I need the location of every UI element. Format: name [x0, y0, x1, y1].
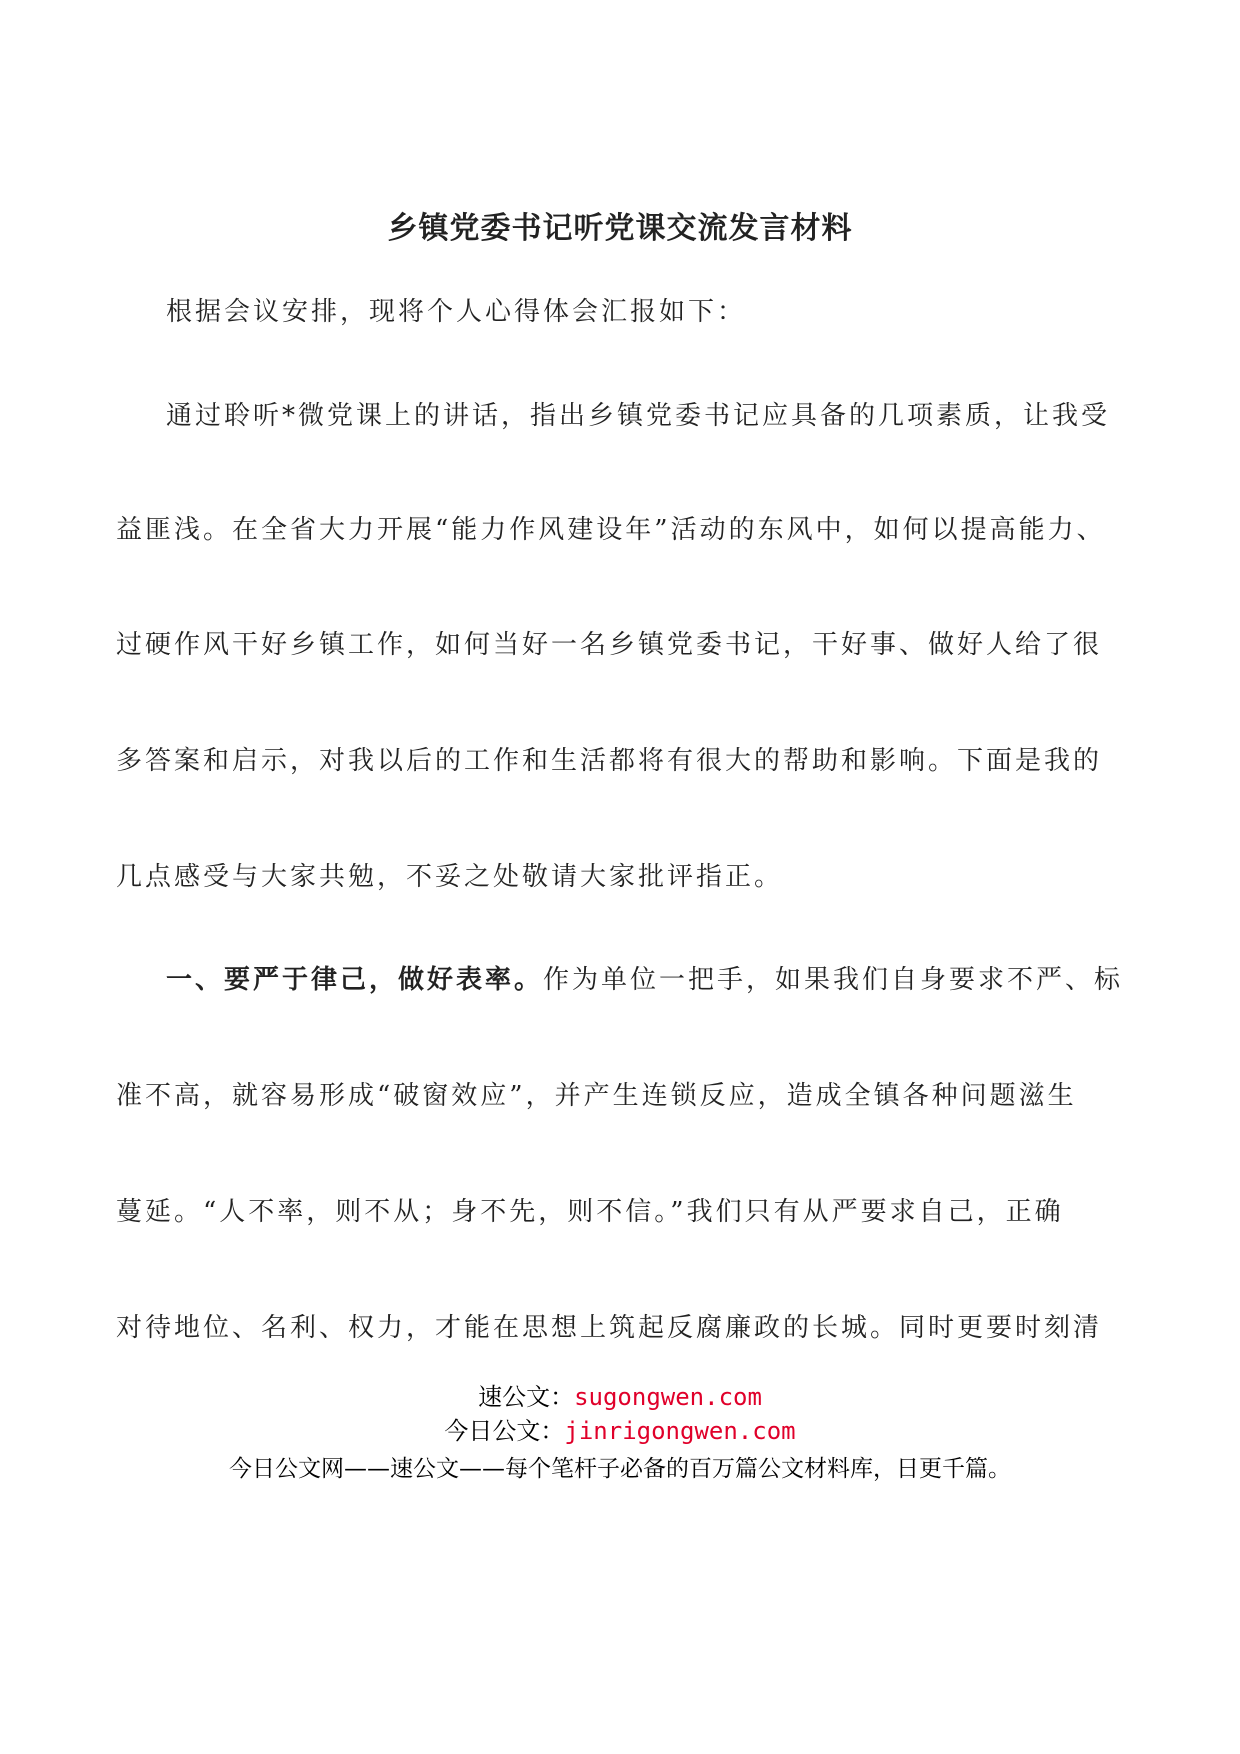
section1-first-line — [166, 960, 1126, 1000]
paragraph1-line-2: 益匪浅。在全省大力开展“能力作风建设年”活动的东风中，如何以提高能力、 — [116, 515, 1106, 545]
section1-line-2: 准不高，就容易形成“破窗效应”，并产生连锁反应，造成全镇各种问题滋生 — [116, 1081, 1077, 1111]
document-title: 乡镇党委书记听党课交流发言材料 — [387, 211, 853, 246]
footer-jinrigongwen-label: 今日公文： — [444, 1417, 565, 1445]
paragraph1-line-3: 过硬作风干好乡镇工作，如何当好一名乡镇党委书记，干好事、做好人给了很 — [116, 630, 1103, 660]
section1-heading: 一、要严于律己，做好表率。 — [166, 965, 544, 995]
footer-sugongwen-label: 速公文： — [478, 1383, 575, 1411]
footer-jinrigongwen — [0, 1414, 1240, 1448]
footer-tagline: 今日公文网——速公文——每个笔杆子必备的百万篇公文材料库，日更千篇。 — [229, 1456, 1011, 1482]
section1-first-line-text: 作为单位一把手，如果我们自身要求不严、标 — [543, 965, 1124, 995]
paragraph1-line-1: 通过聆听*微党课上的讲话，指出乡镇党委书记应具备的几项素质，让我受 — [166, 401, 1111, 431]
paragraph1-line-4: 多答案和启示，对我以后的工作和生活都将有很大的帮助和影响。下面是我的 — [116, 746, 1103, 776]
paragraph1-line-5: 几点感受与大家共勉，不妥之处敬请大家批评指正。 — [116, 862, 784, 892]
sugongwen-link[interactable]: sugongwen.com — [574, 1383, 762, 1411]
section1-line-4: 对待地位、名利、权力，才能在思想上筑起反腐廉政的长城。同时更要时刻清 — [116, 1313, 1103, 1343]
jinrigongwen-link[interactable]: jinrigongwen.com — [564, 1417, 796, 1445]
intro-paragraph: 根据会议安排，现将个人心得体会汇报如下： — [166, 297, 747, 327]
section1-line-3: 蔓延。“人不率，则不从；身不先，则不信。”我们只有从严要求自己，正确 — [116, 1197, 1064, 1227]
footer-sugongwen — [0, 1380, 1240, 1414]
